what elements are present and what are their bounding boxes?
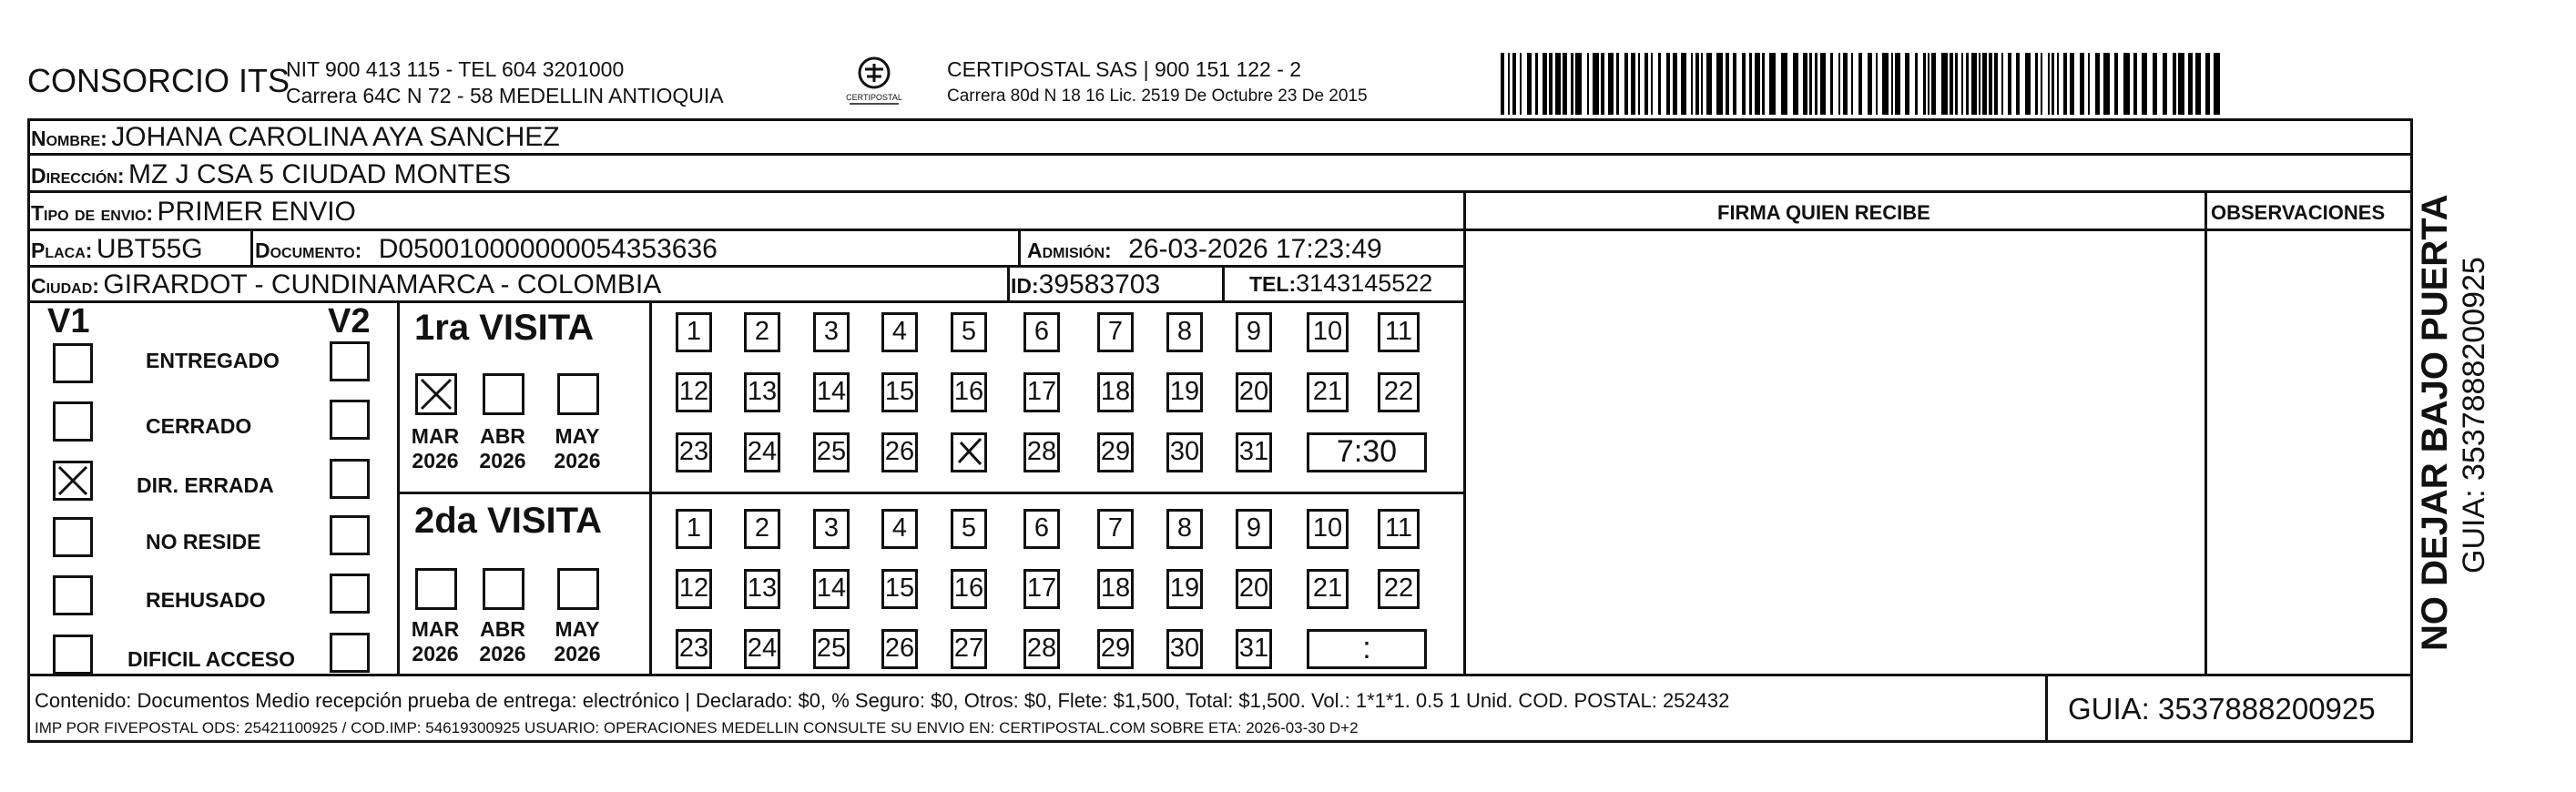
day-cell[interactable]: 2 [744,509,780,549]
month-label: MAR 2026 [411,424,460,472]
day-cell[interactable]: 26 [881,432,918,472]
day-cell[interactable] [951,432,987,472]
day-cell[interactable]: 9 [1236,509,1272,549]
v2-label: V2 [328,302,371,340]
day-cell[interactable]: 12 [676,569,712,609]
day-cell[interactable]: 22 [1378,569,1420,609]
month-checkbox[interactable] [557,568,599,610]
firma-header: FIRMA QUIEN RECIBE [1717,201,1930,224]
month-checkbox[interactable] [483,373,524,415]
status-label: NO RESIDE [146,530,261,553]
day-cell[interactable]: 11 [1378,312,1420,352]
day-cell[interactable]: 22 [1378,372,1420,412]
day-cell[interactable]: 15 [881,569,918,609]
v2-checkbox[interactable] [330,341,370,381]
nombre-row [27,118,2413,156]
side-warning: NO DEJAR BAJO PUERTA [2415,194,2455,651]
day-cell[interactable]: 7 [1097,509,1134,549]
day-cell[interactable]: 28 [1023,629,1060,669]
nit-line: NIT 900 413 115 - TEL 604 3201000 [286,57,625,81]
company-name: CONSORCIO ITS [27,62,290,99]
day-cell[interactable]: 18 [1097,372,1134,412]
day-cell[interactable]: 5 [951,509,987,549]
footer-print-line: IMP POR FIVEPOSTAL ODS: 25421100925 / COD.IMP: 54619300925 USUARIO: OPERACIONES MEDELLIN CONSULTE SU ENVIO EN: CERTIPOSTAL.COM SOBRE ETA: 2026-03-30 D+2 [35,719,1359,736]
barcode [1501,53,2229,115]
day-cell[interactable]: 27 [951,629,987,669]
day-cell[interactable]: 4 [881,312,918,352]
day-cell[interactable]: 25 [813,629,850,669]
day-cell[interactable]: 4 [881,509,918,549]
documento-value: D050010000000054353636 [378,234,718,264]
month-label: ABR 2026 [479,424,526,472]
month-checkbox[interactable] [557,373,599,415]
id-label: ID: [1011,274,1039,298]
ciudad-row [27,268,1464,303]
month-label: ABR 2026 [479,617,526,665]
tel-value: 3143145522 [1296,269,1433,297]
day-cell[interactable]: 1 [676,312,712,352]
day-cell[interactable]: 14 [813,372,850,412]
day-cell[interactable]: 30 [1166,432,1203,472]
nombre-label: Nombre: [31,127,107,150]
day-cell[interactable]: 29 [1097,629,1134,669]
day-cell[interactable]: 21 [1307,569,1349,609]
second-visit-title: 2da VISITA [414,501,602,541]
nombre-value: JOHANA CAROLINA AYA SANCHEZ [111,122,560,152]
day-cell[interactable]: 29 [1097,432,1134,472]
day-cell[interactable]: 1 [676,509,712,549]
v1-checkbox[interactable] [53,517,93,557]
day-cell[interactable]: 31 [1236,432,1272,472]
day-cell[interactable]: 20 [1236,372,1272,412]
placa-row [27,231,1464,268]
v1-label: V1 [47,302,90,340]
v1-checkbox[interactable] [53,401,93,442]
day-cell[interactable]: 5 [951,312,987,352]
month-label: MAY 2026 [554,617,601,665]
day-cell[interactable]: 26 [881,629,918,669]
day-cell[interactable]: 16 [951,569,987,609]
day-cell[interactable]: 31 [1236,629,1272,669]
observaciones-header: OBSERVACIONES [2211,201,2386,224]
company-info [286,56,724,109]
status-label: ENTREGADO [146,349,280,372]
time-field[interactable]: 7:30 [1307,432,1427,472]
day-cell[interactable]: 17 [1023,372,1060,412]
month-label: MAR 2026 [411,617,460,665]
day-cell[interactable]: 9 [1236,312,1272,352]
day-cell[interactable]: 19 [1166,569,1203,609]
month-checkbox[interactable] [415,373,457,415]
v2-checkbox[interactable] [330,400,370,440]
placa-label: Placa: [31,239,93,262]
day-cell[interactable]: 30 [1166,629,1203,669]
day-cell[interactable]: 6 [1023,312,1060,352]
status-label: CERRADO [146,414,252,438]
v2-checkbox[interactable] [330,515,370,555]
day-cell[interactable]: 23 [676,629,712,669]
month-label: MAY 2026 [554,424,601,472]
day-cell[interactable]: 10 [1307,509,1349,549]
day-cell[interactable]: 11 [1378,509,1420,549]
v1-checkbox[interactable] [53,575,93,615]
day-cell[interactable]: 13 [744,372,780,412]
day-cell[interactable]: 8 [1166,509,1203,549]
ciudad-label: Ciudad: [31,274,99,298]
day-cell[interactable]: 14 [813,569,850,609]
side-guia: GUIA: 3537888200925 [2457,257,2491,574]
day-cell[interactable]: 21 [1307,372,1349,412]
v2-checkbox[interactable] [330,633,370,673]
svg-text:CERTIPOSTAL: CERTIPOSTAL [846,93,902,102]
status-label: DIR. ERRADA [137,473,274,497]
footer-guia: GUIA: 3537888200925 [2068,692,2376,726]
day-cell[interactable]: 28 [1023,432,1060,472]
placa-value: UBT55G [96,234,203,264]
day-cell[interactable]: 3 [813,509,850,549]
day-cell[interactable]: 18 [1097,569,1134,609]
certipostal-name: CERTIPOSTAL SAS | 900 151 122 - 2 [947,57,1302,81]
v1-checkbox[interactable] [53,635,93,675]
documento-label: Documento: [255,239,362,262]
day-cell[interactable]: 16 [951,372,987,412]
day-cell[interactable]: 17 [1023,569,1060,609]
day-cell[interactable]: 24 [744,432,780,472]
day-cell[interactable]: 20 [1236,569,1272,609]
id-value: 39583703 [1038,269,1161,300]
day-cell[interactable]: 23 [676,432,712,472]
status-label: REHUSADO [146,588,266,612]
certipostal-logo [842,53,906,107]
day-cell[interactable]: 6 [1023,509,1060,549]
status-label: DIFICIL ACCESO [127,647,296,671]
tipo-row [27,193,2413,231]
direccion-label: Dirección: [31,164,125,188]
time-field[interactable]: : [1307,629,1427,669]
month-checkbox[interactable] [415,568,457,610]
day-cell[interactable]: 3 [813,312,850,352]
tipo-value: PRIMER ENVIO [157,197,356,227]
direccion-row [27,156,2413,193]
tel-label: TEL: [1249,272,1297,296]
ciudad-value: GIRARDOT - CUNDINAMARCA - COLOMBIA [103,269,662,300]
footer-content-line: Contenido: Documentos Medio recepción prueba de entrega: electrónico | Declarado: $0, % Seguro: $0, Otros: $0, Flete: $1,500, Total: $1,500. Vol.: 1*1*1. 0.5 1 Unid. COD. POSTAL: 252432 [35,689,1730,712]
day-cell[interactable]: 19 [1166,372,1203,412]
v1-checkbox[interactable] [53,343,93,383]
certipostal-address: Carrera 80d N 18 16 Lic. 2519 De Octubre 23 De 2015 [947,86,1368,106]
day-cell[interactable]: 25 [813,432,850,472]
day-cell[interactable]: 15 [881,372,918,412]
v2-checkbox[interactable] [330,459,370,499]
day-cell[interactable]: 10 [1307,312,1349,352]
day-cell[interactable]: 2 [744,312,780,352]
address-line: Carrera 64C N 72 - 58 MEDELLIN ANTIOQUIA [286,84,724,107]
day-cell[interactable]: 12 [676,372,712,412]
certipostal-info [947,56,1368,109]
day-cell[interactable]: 7 [1097,312,1134,352]
v1-checkbox[interactable] [53,461,93,501]
admision-value: 26-03-2026 17:23:49 [1128,234,1382,264]
tipo-label: Tipo de envio: [31,201,154,225]
admision-label: Admisión: [1027,239,1112,262]
footer-guia-box [2045,674,2413,743]
v2-checkbox[interactable] [330,574,370,614]
month-checkbox[interactable] [483,568,524,610]
day-cell[interactable]: 24 [744,629,780,669]
day-cell[interactable]: 8 [1166,312,1203,352]
direccion-value: MZ J CSA 5 CIUDAD MONTES [127,159,511,189]
first-visit-title: 1ra VISITA [414,308,595,348]
day-cell[interactable]: 13 [744,569,780,609]
